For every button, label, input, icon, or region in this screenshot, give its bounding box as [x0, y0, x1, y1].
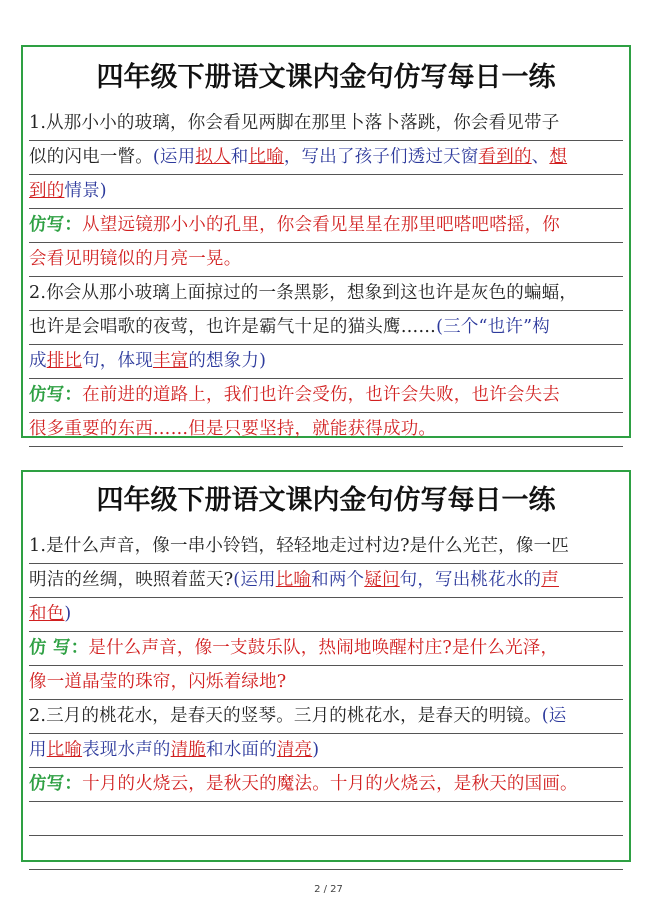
sentence-text: 2.你会从那小玻璃上面掠过的一条黑影，想象到这也许是灰色的蝙蝠， [29, 283, 578, 303]
imitation-text: 从望远镜那小小的孔里，你会看见星星在那里吧嗒吧嗒摇，你 [82, 215, 561, 235]
imitation-line [29, 413, 623, 447]
card-body [29, 530, 623, 870]
key-term: 比喻 [275, 570, 312, 590]
analysis-note: 、 [531, 147, 550, 167]
exercise-card-1 [21, 45, 631, 438]
card-body [29, 107, 623, 447]
key-term: 比喻 [248, 147, 284, 167]
sentence-text: 似的闪电一瞥。 [29, 147, 153, 167]
analysis-note: 和水面的 [206, 740, 277, 760]
key-term: 比喻 [46, 740, 83, 760]
analysis-note: 的想象力) [188, 351, 267, 371]
imitation-label: 仿写： [29, 774, 83, 794]
analysis-note: 句，体现 [82, 351, 153, 371]
analysis-note: 成 [29, 351, 47, 371]
analysis-note: (运用 [152, 147, 196, 167]
analysis-note: ) [64, 604, 72, 624]
original-line [29, 734, 623, 768]
blank-writing-line [29, 836, 623, 870]
analysis-note: (三个“也许”构 [436, 317, 550, 337]
sentence-text: 也许是会唱歌的夜莺，也许是霸气十足的猫头鹰…… [29, 317, 437, 337]
imitation-line [29, 768, 623, 802]
imitation-line [29, 666, 623, 700]
original-line [29, 175, 623, 209]
analysis-note: 句，写出桃花水的 [399, 570, 542, 590]
original-line [29, 700, 623, 734]
key-term: 拟人 [195, 147, 231, 167]
analysis-note: 情景) [64, 181, 107, 201]
original-line [29, 598, 623, 632]
imitation-label: 仿 写： [29, 638, 89, 658]
key-term: 想 [549, 147, 568, 167]
imitation-text: 十月的火烧云，是秋天的魔法。十月的火烧云，是秋天的国画。 [82, 774, 578, 794]
key-term: 排比 [46, 351, 83, 371]
analysis-note: 用 [29, 740, 47, 760]
page-indicator: 2 / 27 [314, 884, 343, 895]
imitation-text: 在前进的道路上，我们也许会受伤，也许会失败，也许会失去 [82, 385, 561, 405]
imitation-label: 仿写： [29, 385, 83, 405]
imitation-line [29, 243, 623, 277]
key-term: 清脆 [170, 740, 207, 760]
exercise-card-2 [21, 470, 631, 862]
analysis-note: 表现水声的 [82, 740, 171, 760]
imitation-text: 会看见明镜似的月亮一晃。 [29, 249, 242, 269]
imitation-line [29, 632, 623, 666]
imitation-text: 像一道晶莹的珠帘，闪烁着绿地? [29, 672, 287, 692]
imitation-line [29, 209, 623, 243]
key-term: 声 [541, 570, 559, 590]
sentence-text: 2.三月的桃花水，是春天的竖琴。三月的桃花水，是春天的明镜。 [29, 706, 542, 726]
sentence-text: 1.从那小小的玻璃，你会看见两脚在那里卜落卜落跳，你会看见带子 [29, 113, 560, 133]
analysis-note: ) [312, 740, 320, 760]
imitation-label: 仿写： [29, 215, 83, 235]
original-line [29, 530, 623, 564]
original-line [29, 311, 623, 345]
original-line [29, 107, 623, 141]
key-term: 到的 [29, 181, 65, 201]
sentence-text: 明洁的丝绸，映照着蓝天? [29, 570, 234, 590]
original-line [29, 564, 623, 598]
analysis-note: (运用 [233, 570, 276, 590]
sentence-text: 1.是什么声音，像一串小铃铛，轻轻地走过村边?是什么光芒，像一匹 [29, 536, 569, 556]
analysis-note: 和 [230, 147, 249, 167]
key-term: 丰富 [152, 351, 189, 371]
card-title: 四年级下册语文课内金句仿写每日一练 [96, 485, 556, 516]
blank-writing-line [29, 802, 623, 836]
key-term: 看到的 [478, 147, 532, 167]
original-line [29, 141, 623, 175]
original-line [29, 345, 623, 379]
imitation-text: 很多重要的东西……但是只要坚持，就能获得成功。 [29, 419, 437, 439]
imitation-line [29, 379, 623, 413]
key-term: 和色 [29, 604, 65, 624]
original-line [29, 277, 623, 311]
imitation-text: 是什么声音，像一支鼓乐队，热闹地唤醒村庄?是什么光泽， [88, 638, 559, 658]
analysis-note: (运 [541, 706, 567, 726]
key-term: 清亮 [276, 740, 313, 760]
card-title: 四年级下册语文课内金句仿写每日一练 [96, 62, 556, 93]
key-term: 疑问 [364, 570, 400, 590]
analysis-note: ，写出了孩子们透过天窗 [283, 147, 479, 167]
analysis-note: 和两个 [311, 570, 365, 590]
